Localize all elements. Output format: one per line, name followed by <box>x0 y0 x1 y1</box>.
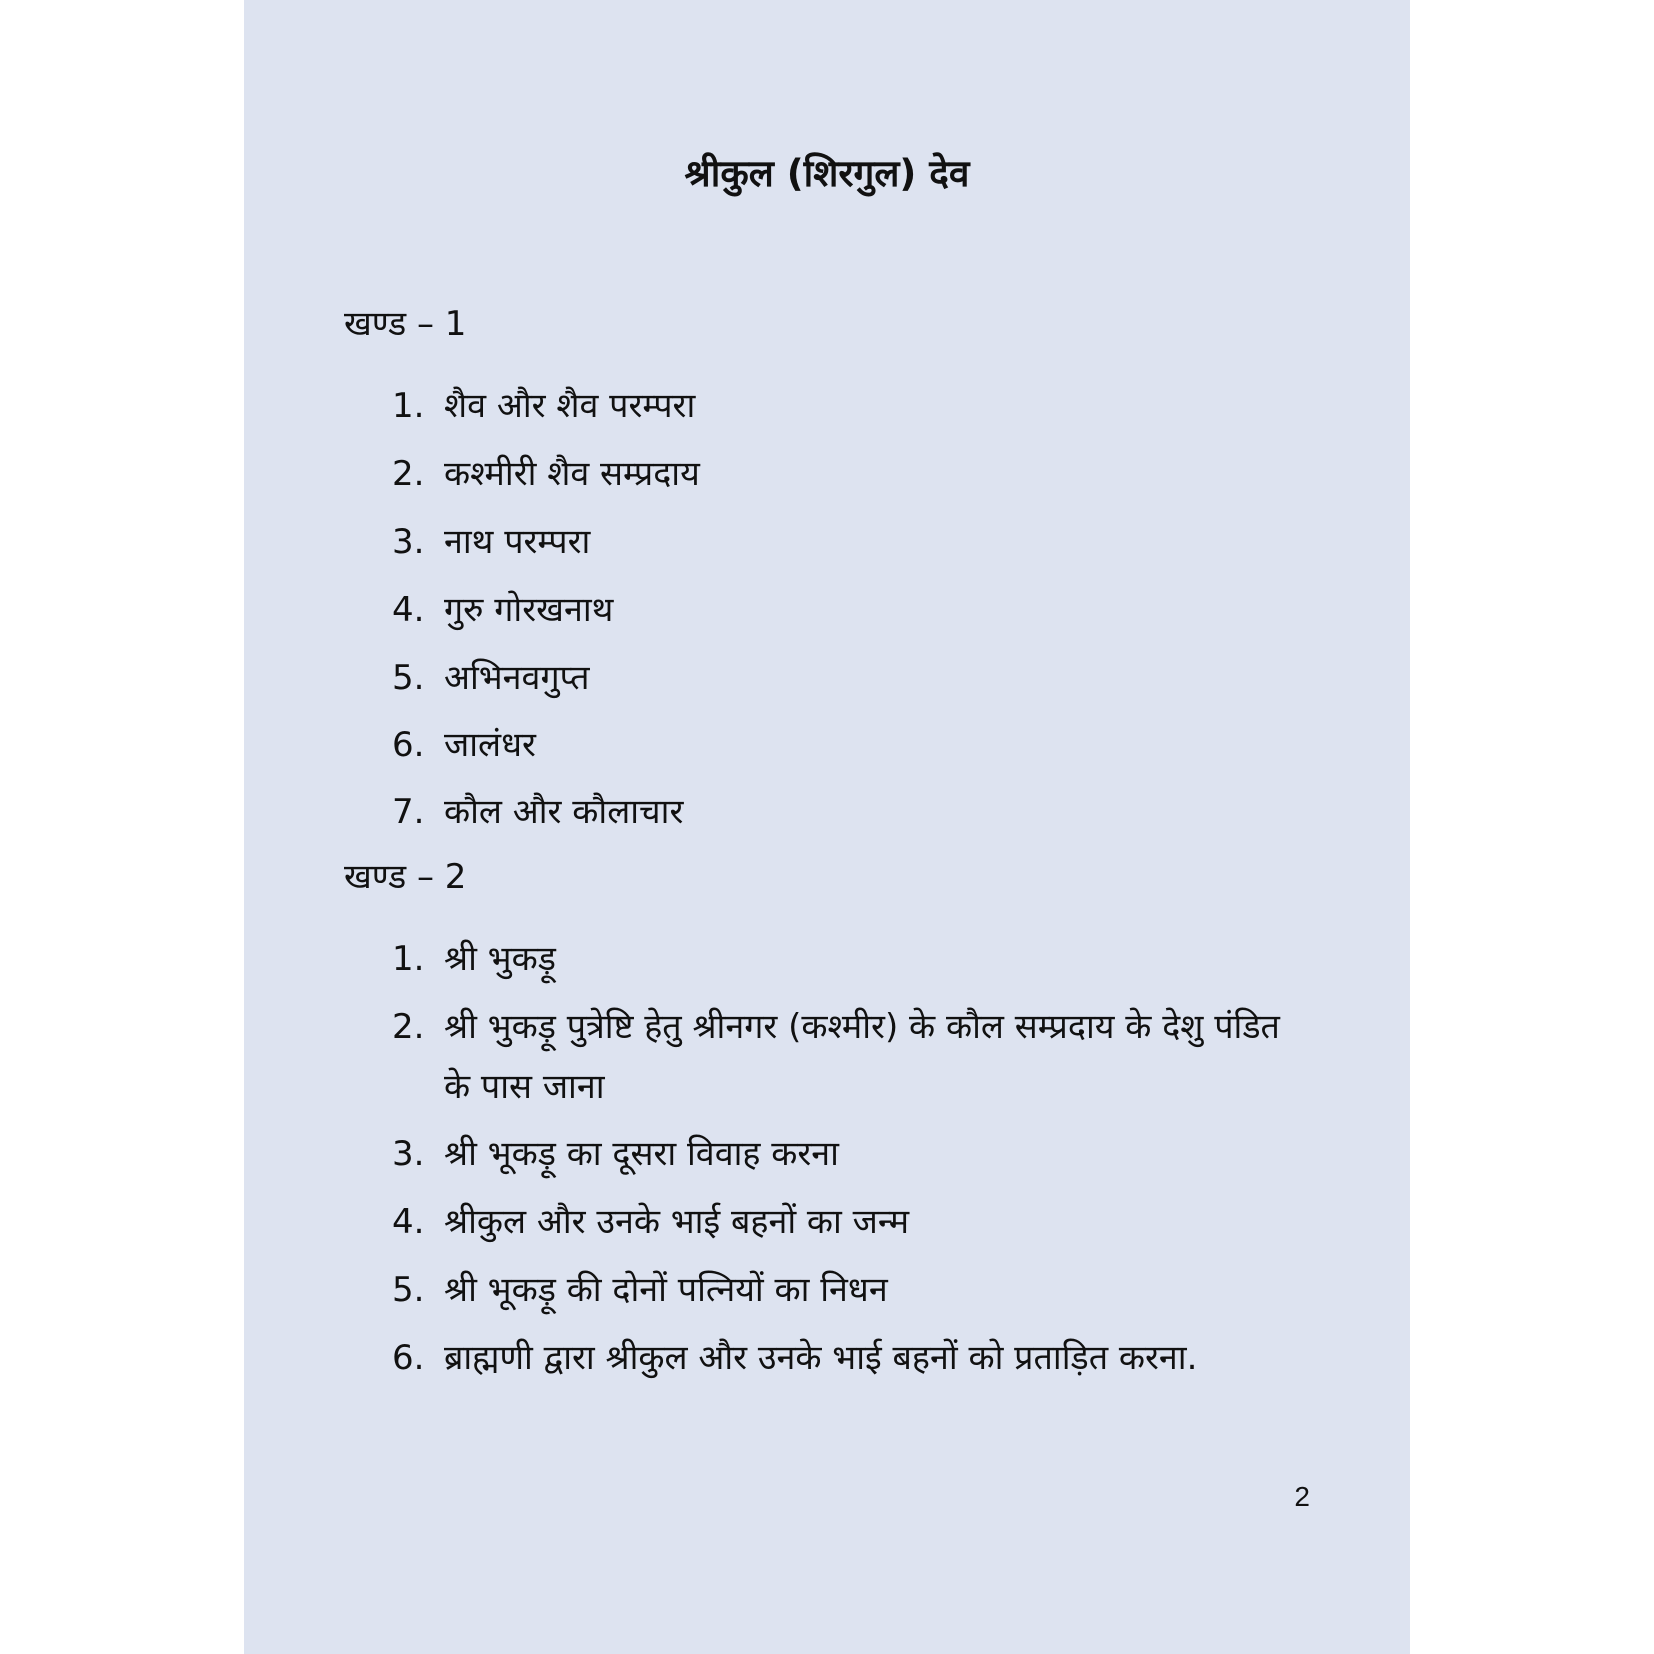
list-item-text: कौल और कौलाचार <box>444 792 684 832</box>
list-item <box>392 376 1292 436</box>
list-item-number: 3. <box>392 522 425 562</box>
list-item <box>392 929 1292 989</box>
list-item-number: 3. <box>392 1134 425 1174</box>
list-item-text: श्रीकुल और उनके भाई बहनों का जन्म <box>444 1202 910 1242</box>
page-title: श्रीकुल (शिरगुल) देव <box>684 152 970 195</box>
document-page <box>244 0 1410 1654</box>
list-item <box>392 648 1292 708</box>
list-item-number: 1. <box>392 939 425 979</box>
list-item-number: 4. <box>392 1202 425 1242</box>
list-item-text: ब्राह्मणी द्वारा श्रीकुल और उनके भाई बहनों को प्रताड़ित करना. <box>444 1338 1198 1378</box>
list-item-text: शैव और शैव परम्परा <box>444 386 696 426</box>
list-item <box>392 580 1292 640</box>
list-item-number: 5. <box>392 658 425 698</box>
list-item-number: 5. <box>392 1270 425 1310</box>
list-item-number: 6. <box>392 1338 425 1378</box>
section-heading-1: खण्ड – 1 <box>344 304 467 344</box>
list-item-number: 7. <box>392 792 425 832</box>
list-item <box>392 1124 1292 1184</box>
list-item <box>392 997 1292 1117</box>
list-item <box>392 1260 1292 1320</box>
list-item <box>392 782 1292 842</box>
list-item-text: श्री भूकड़ू की दोनों पत्नियों का निधन <box>444 1270 888 1310</box>
list-item-number: 4. <box>392 590 425 630</box>
list-item-text: श्री भुकड़ू <box>444 939 556 979</box>
list-item-text: श्री भूकड़ू का दूसरा विवाह करना <box>444 1134 839 1174</box>
list-item <box>392 512 1292 572</box>
list-item <box>392 715 1292 775</box>
list-item-text: कश्मीरी शैव सम्प्रदाय <box>444 454 700 494</box>
list-item-text: नाथ परम्परा <box>444 522 591 562</box>
list-item-number: 2. <box>392 454 425 494</box>
list-item-text: गुरु गोरखनाथ <box>444 590 614 630</box>
list-item-number: 6. <box>392 725 425 765</box>
page-number: 2 <box>1294 1481 1310 1512</box>
list-item-number: 2. <box>392 1007 425 1047</box>
list-item-number: 1. <box>392 386 425 426</box>
list-item-text: श्री भुकड़ू पुत्रेष्टि हेतु श्रीनगर (कश्मीर) के कौल सम्प्रदाय के देशु पंडित के पास जाना <box>444 1007 1280 1107</box>
list-item-text: जालंधर <box>444 725 536 765</box>
list-item <box>392 1192 1292 1252</box>
list-item-text: अभिनवगुप्त <box>444 658 590 698</box>
list-item <box>392 1328 1292 1388</box>
section-heading-2: खण्ड – 2 <box>344 857 467 897</box>
list-item <box>392 444 1292 504</box>
